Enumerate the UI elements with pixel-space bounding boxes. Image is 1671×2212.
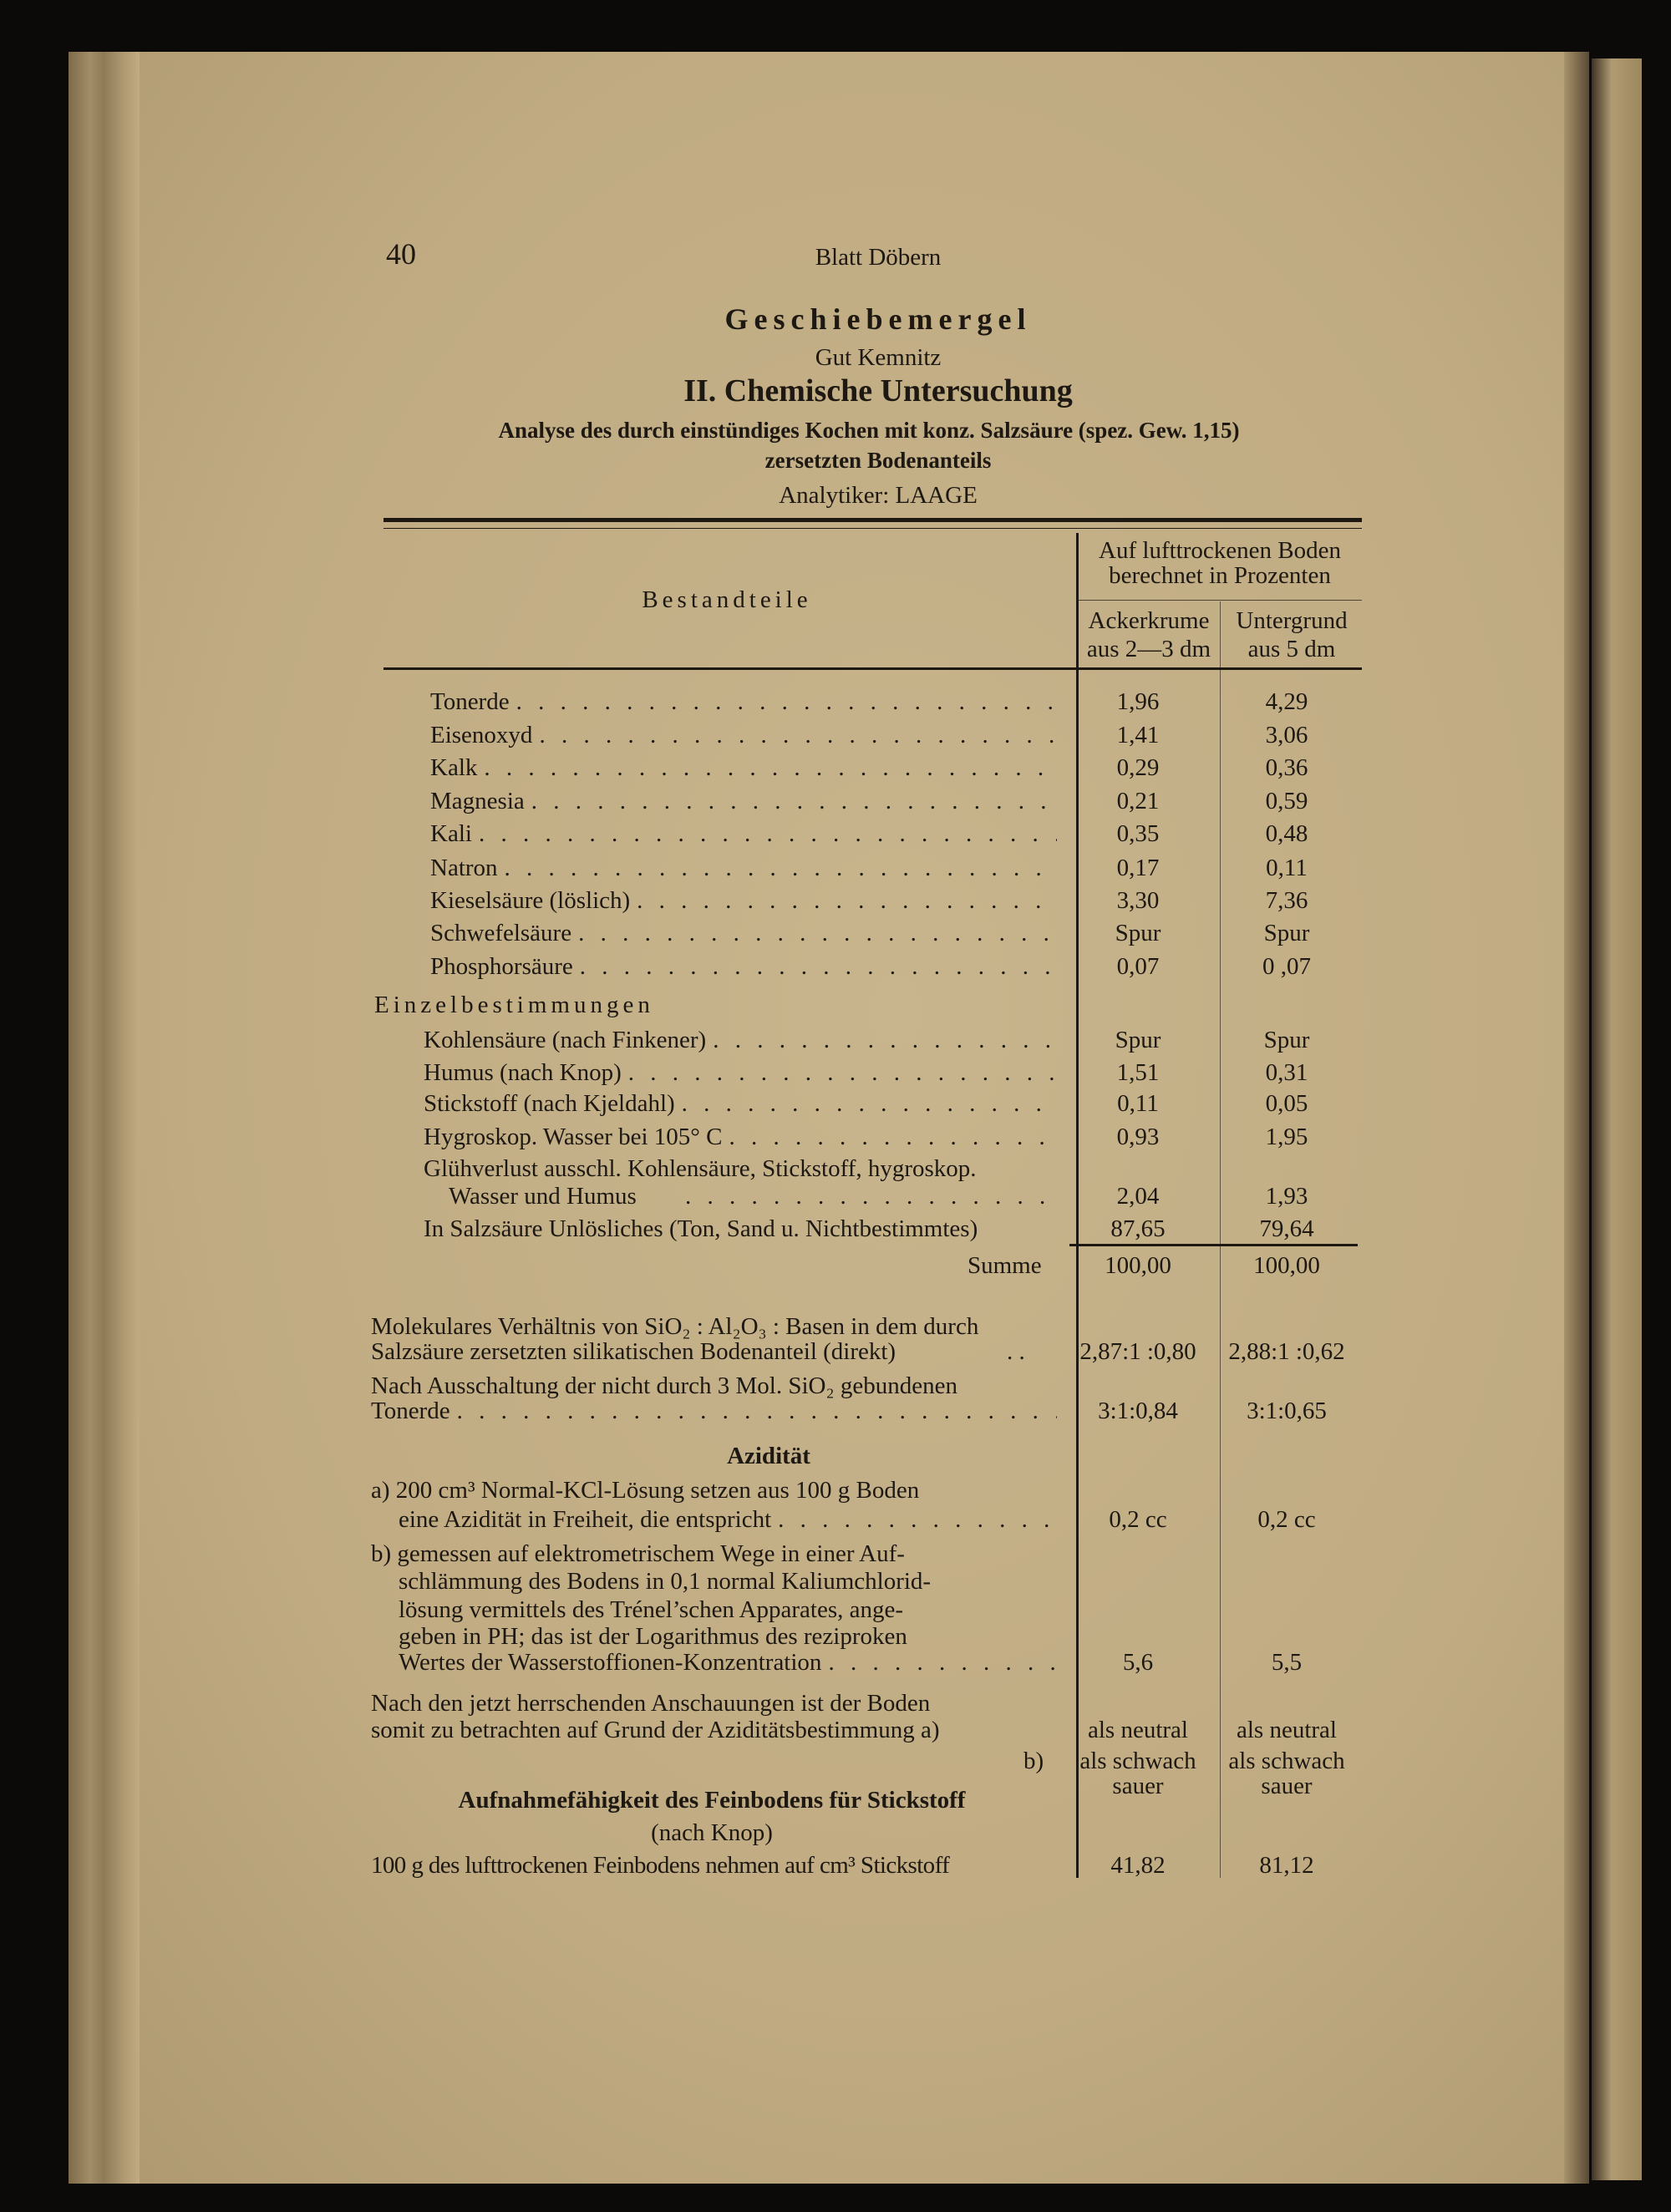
aciditaet-b-line: lösung vermittels des Trénel’schen Apparates, ange- (399, 1596, 904, 1623)
row-label-with-leader (424, 1058, 1057, 1088)
aciditaet-a-ackerkrume: 0,2 cc (1109, 1506, 1167, 1533)
sum-label: Summe (968, 1252, 1042, 1279)
subtitle-line-2: zersetzten Bodenanteils (764, 448, 992, 473)
column-header-untergrund: Untergrund (1236, 607, 1348, 634)
row-label: Kalk (430, 754, 478, 781)
row-label: Hygroskop. Wasser bei 105° C (424, 1124, 723, 1150)
value-untergrund: 0,48 (1265, 820, 1308, 847)
value-ackerkrume: 3,30 (1116, 887, 1160, 914)
aciditaet-a-line-1: a) 200 cm³ Normal-KCl-Lösung setzen aus 100 g Boden (371, 1477, 920, 1504)
value-untergrund: 0,59 (1265, 788, 1308, 814)
aufnahme-subheading: (nach Knop) (651, 1819, 773, 1846)
dot-leader (628, 1058, 1057, 1088)
dot-leader (484, 753, 1057, 783)
conclusion-a-ackerkrume: als neutral (1088, 1717, 1188, 1743)
row-label-with-leader (430, 885, 1057, 916)
value-ackerkrume: 1,51 (1116, 1059, 1160, 1086)
row-label: Schwefelsäure (430, 920, 572, 946)
page-number: 40 (386, 237, 416, 271)
value-ackerkrume: 0,17 (1116, 855, 1160, 881)
conclusion-line-1: Nach den jetzt herrschenden Anschauungen ist der Boden (371, 1690, 931, 1717)
molecular-line-2: Salzsäure zersetzten silikatischen Bodenanteil (direkt) (371, 1338, 896, 1365)
value-ackerkrume: 0,11 (1117, 1090, 1159, 1117)
location: Gut Kemnitz (815, 344, 942, 371)
molecular-ratio-untergrund: 2,88:1 :0,62 (1228, 1338, 1345, 1365)
value-untergrund: 0,31 (1265, 1059, 1308, 1086)
row-label-with-leader (430, 819, 1057, 849)
row-label-with-leader (399, 1504, 1057, 1535)
value-untergrund: 1,93 (1265, 1183, 1308, 1210)
sum-ackerkrume: 100,00 (1105, 1252, 1171, 1279)
dot-leader (637, 885, 1057, 916)
dot-leader (828, 1647, 1057, 1677)
row-label-with-leader (430, 853, 1057, 883)
sum-rule (1069, 1244, 1358, 1246)
value-untergrund: 0,05 (1265, 1090, 1308, 1117)
value-ackerkrume: 0,07 (1116, 953, 1160, 980)
value-ackerkrume: Spur (1115, 920, 1161, 946)
dot-leader (457, 1396, 1057, 1426)
aciditaet-b-line: b) gemessen auf elektrometrischem Wege in einer Auf- (371, 1540, 905, 1567)
dot-leader (505, 853, 1057, 883)
conclusion-b-ackerkrume: als schwach (1079, 1748, 1196, 1774)
column-header-ackerkrume-depth: aus 2—3 dm (1086, 636, 1211, 662)
aciditaet-b-untergrund: 5,5 (1271, 1649, 1303, 1676)
dot-leader (682, 1088, 1057, 1119)
column-header-untergrund-depth: aus 5 dm (1247, 636, 1336, 662)
conclusion-b-untergrund: als schwach (1228, 1748, 1345, 1774)
row-label: Humus (nach Knop) (424, 1059, 622, 1086)
analyst: Analytiker: LAAGE (779, 482, 978, 509)
aufnahme-heading: Aufnahmefähigkeit des Feinbodens für Stickstoff (458, 1787, 966, 1814)
row-label: Tonerde (430, 688, 510, 715)
aciditaet-b-line: schlämmung des Bodens in 0,1 normal Kaliumchlorid- (399, 1568, 932, 1595)
conclusion-line-2: somit zu betrachten auf Grund der Aziditätsbestimmung a) (371, 1717, 940, 1743)
value-ackerkrume: 1,41 (1116, 722, 1160, 748)
row-label: Kieselsäure (löslich) (430, 887, 631, 914)
row-label: Glühverlust ausschl. Kohlensäure, Stickstoff, hygroskop. (424, 1155, 977, 1182)
value-untergrund: 1,95 (1265, 1124, 1308, 1150)
conclusion-a-untergrund: als neutral (1237, 1717, 1337, 1743)
row-label-with-leader (424, 1088, 1057, 1119)
running-head: Blatt Döbern (815, 244, 942, 271)
adjacent-page-edge (1592, 58, 1642, 2180)
dot-leader (580, 951, 1057, 982)
sum-untergrund: 100,00 (1253, 1252, 1320, 1279)
row-label-with-leader (399, 1647, 1057, 1677)
molecular-ratio-corrected-untergrund: 3:1:0,65 (1247, 1398, 1327, 1424)
row-label: Phosphorsäure (430, 953, 573, 980)
section-heading: II. Chemische Untersuchung (683, 373, 1073, 408)
dot-leader: . . (1007, 1338, 1025, 1365)
molecular-line-3: Nach Ausschaltung der nicht durch 3 Mol. SiO₂ gebundenen (371, 1372, 957, 1399)
column-header-bestandteile: Bestandteile (642, 586, 812, 613)
table-top-rule-thin (383, 528, 1362, 529)
row-label-continuation: Wasser und Humus (449, 1183, 637, 1210)
header-subrule (1078, 600, 1362, 601)
row-label: Kali (430, 820, 472, 847)
dot-leader (578, 918, 1057, 948)
dot-leader (539, 720, 1057, 750)
row-label-with-leader (430, 918, 1057, 948)
header-bottom-rule (383, 667, 1362, 670)
row-label: Eisenoxyd (430, 722, 533, 748)
column-divider-secondary (1220, 601, 1221, 1878)
row-label-with-leader (430, 720, 1057, 750)
row-label: eine Azidität in Freiheit, die entspricht (399, 1506, 772, 1533)
group-header-line-1: Auf lufttrockenen Boden (1099, 537, 1341, 564)
dot-leader (479, 819, 1057, 849)
title: Geschiebemergel (724, 302, 1032, 336)
value-ackerkrume: 2,04 (1116, 1183, 1160, 1210)
row-label: In Salzsäure Unlösliches (Ton, Sand u. Nichtbestimmtes) (424, 1215, 978, 1242)
value-ackerkrume: 0,29 (1116, 754, 1160, 781)
column-divider-main (1076, 533, 1079, 1878)
dot-leader (729, 1122, 1057, 1152)
value-untergrund: 0 ,07 (1262, 953, 1311, 980)
row-label: Tonerde (371, 1398, 450, 1424)
row-label: Natron (430, 855, 498, 881)
molecular-ratio-ackerkrume: 2,87:1 :0,80 (1079, 1338, 1196, 1365)
dot-leader (713, 1025, 1057, 1055)
row-label-with-leader (424, 1025, 1057, 1055)
value-ackerkrume: Spur (1115, 1027, 1161, 1053)
aciditaet-heading: Azidität (727, 1443, 810, 1469)
group-header-line-2: berechnet in Prozenten (1109, 562, 1331, 589)
aufnahme-ackerkrume: 41,82 (1110, 1852, 1166, 1879)
subtitle-line-1: Analyse des durch einstündiges Kochen mit konz. Salzsäure (spez. Gew. 1,15) (498, 418, 1240, 443)
row-label: Wertes der Wasserstoffionen-Konzentration (399, 1649, 822, 1676)
value-untergrund: 4,29 (1265, 688, 1308, 715)
aufnahme-line: 100 g des lufttrockenen Feinbodens nehmen auf cm³ Stickstoff (371, 1852, 950, 1879)
conclusion-b-line2-ackerkrume: sauer (1112, 1773, 1164, 1799)
aciditaet-a-untergrund: 0,2 cc (1257, 1506, 1316, 1533)
value-untergrund: 7,36 (1265, 887, 1308, 914)
molecular-ratio-corrected-ackerkrume: 3:1:0,84 (1098, 1398, 1178, 1424)
value-untergrund: 0,11 (1266, 855, 1308, 881)
row-label-with-leader (424, 1122, 1057, 1152)
value-ackerkrume: 0,21 (1116, 788, 1160, 814)
row-label-with-leader (430, 786, 1057, 816)
page-edge (1564, 52, 1589, 2184)
row-label: Kohlensäure (nach Finkener) (424, 1027, 707, 1053)
value-untergrund: 79,64 (1259, 1215, 1314, 1242)
row-label-with-leader (430, 753, 1057, 783)
value-ackerkrume: 1,96 (1116, 688, 1160, 715)
value-ackerkrume: 0,93 (1116, 1124, 1160, 1150)
dot-leader (778, 1504, 1057, 1535)
value-ackerkrume: 0,35 (1116, 820, 1160, 847)
dot-leader (685, 1181, 1057, 1211)
table-top-rule (383, 518, 1362, 522)
dot-leader (516, 687, 1057, 717)
row-label: Stickstoff (nach Kjeldahl) (424, 1090, 675, 1117)
page-binding (69, 52, 140, 2184)
value-untergrund: Spur (1263, 1027, 1310, 1053)
value-untergrund: 3,06 (1265, 722, 1308, 748)
aciditaet-b-ackerkrume: 5,6 (1122, 1649, 1154, 1676)
molecular-line-1: Molekulares Verhältnis von SiO₂ : Al₂O₃ : Basen in dem durch (371, 1313, 979, 1340)
einzel-heading: Einzelbestimmungen (374, 992, 654, 1018)
row-label: Magnesia (430, 788, 525, 814)
conclusion-b-line2-untergrund: sauer (1261, 1773, 1313, 1799)
value-untergrund: Spur (1263, 920, 1310, 946)
aciditaet-b-line: geben in PH; das ist der Logarithmus des reziproken (399, 1623, 907, 1650)
conclusion-b-marker: b) (1023, 1748, 1044, 1774)
row-label-with-leader (430, 951, 1057, 982)
value-untergrund: 0,36 (1265, 754, 1308, 781)
aufnahme-untergrund: 81,12 (1259, 1852, 1314, 1879)
row-label-with-leader (430, 687, 1057, 717)
value-ackerkrume: 87,65 (1110, 1215, 1166, 1242)
dot-leader (531, 786, 1057, 816)
column-header-ackerkrume: Ackerkrume (1088, 607, 1210, 634)
row-label-with-leader (371, 1396, 1057, 1426)
